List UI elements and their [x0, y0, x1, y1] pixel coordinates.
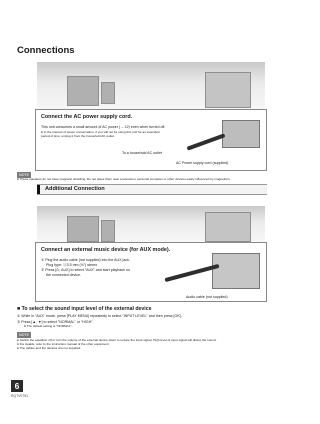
page-number: 6	[14, 381, 20, 391]
ac-callout-box	[35, 109, 267, 171]
device-photo-ac	[37, 62, 265, 110]
note-item: ● The cables and the devices are not supplied.	[17, 345, 82, 350]
device-photo-aux	[37, 206, 265, 242]
input-level-step-1: ① While in "AUX" mode, press [PLAY MENU] repeatedly to select "INPUT LEVEL" and then press [OK].	[17, 314, 182, 318]
step-2-icon: ②	[41, 268, 45, 272]
aux-step-2: ② Press [⏻, AUX] to select "AUX" and start playback on the connected device.	[41, 268, 130, 277]
note-tag: NOTE	[17, 172, 31, 178]
bullet-icon: ●	[17, 338, 19, 342]
note-item: ● Switch the equalizer off or turn the volume of the external device down to reduce the input signal. High level of input signal will distort the sound.	[17, 338, 217, 342]
bullet-icon: ●	[17, 345, 19, 350]
input-level-default-note: ● The default setting is "NORMAL".	[24, 324, 73, 328]
cable-label: Audio cable (not supplied)	[186, 295, 228, 299]
power-socket-illustration	[222, 120, 260, 148]
note-tag: NOTE	[17, 332, 31, 338]
note-item: ● For details, refer to the instruction manual of the other equipment.	[17, 341, 110, 346]
outlet-label: To a household AC outlet	[122, 151, 162, 155]
bullet-icon: ●	[17, 341, 19, 346]
bullet-icon: ●	[17, 177, 19, 181]
aux-box-title: Connect an external music device (for AUX mode).	[41, 247, 171, 253]
step-1-icon: ①	[41, 258, 45, 262]
cord-label: AC Power supply cord (supplied)	[176, 161, 229, 165]
bullet-icon: ●	[41, 130, 43, 134]
input-level-heading: ■ To select the sound input level of the external device	[17, 306, 152, 312]
section-bar	[37, 185, 40, 194]
ac-box-title: Connect the AC power supply cord.	[41, 114, 133, 120]
page-title: Connections	[17, 45, 75, 56]
input-level-step-2: ② Press [▲, ▼] to select "NORMAL" or "HIGH".	[17, 320, 94, 324]
ac-bullet: ● In the interest of power conservation, if you will not be using this unit for an extended period of time, unplug it from the household AC outlet.	[41, 130, 160, 138]
power-cord-illustration	[187, 133, 226, 150]
aux-jack-illustration	[212, 253, 260, 289]
aux-step-1: ① Plug the audio cable (not supplied) into the AUX jack. Plug type: ⓐ3.5 mm (⅛") stereo	[41, 258, 130, 267]
note-bullet: ● These speakers do not have magnetic shielding. Do not place them near a television, personal computer or other devices easily influenced by magnetism.	[17, 177, 231, 181]
additional-connection-heading: Additional Connection	[37, 184, 267, 195]
aux-callout-box	[35, 242, 267, 302]
note-list	[17, 339, 273, 351]
step-1-icon: ①	[17, 314, 21, 318]
doc-code: RQTV0791	[11, 394, 28, 398]
ac-body-text: This unit consumes a small amount of AC power (→ 12) even when turned off.	[41, 125, 166, 129]
step-2-icon: ②	[17, 320, 21, 324]
bullet-icon: ●	[24, 324, 26, 328]
